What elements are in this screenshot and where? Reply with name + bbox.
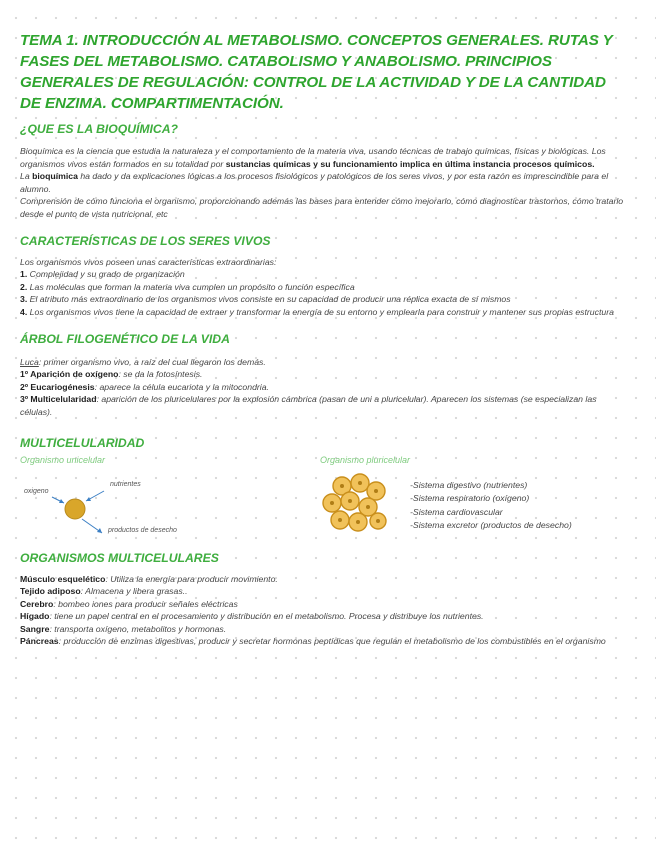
item-label: Hígado <box>20 611 50 622</box>
list-item <box>20 393 630 418</box>
system-item: -Sistema digestivo (nutrientes) <box>410 479 528 490</box>
item-text: : producción de enzimas digestivas, producir y secretar hormonas peptídicas que regulan el metabolismo de los combustibles en el organismo <box>58 636 606 647</box>
section-heading-caracteristicas: CARACTERÍSTICAS DE LOS SERES VIVOS <box>20 233 271 248</box>
item-number: 2. <box>20 281 28 292</box>
section-heading-organismos: ORGANISMOS MULTICELULARES <box>20 550 219 565</box>
system-item: -Sistema excretor (productos de desecho) <box>410 520 572 530</box>
list-item <box>20 635 630 648</box>
text: Bioquímica es la ciencia que estudia la naturaleza y el comportamiento de la materia viva, usando técnicas de trabajo químicas, físicas y biológicas. Los organismos vivos están formados en su totalidad por <box>20 146 606 169</box>
section-heading-multicelularidad: MULTICELULARIDAD <box>20 435 145 450</box>
caracteristicas-list <box>20 256 630 319</box>
luca-label: Luca <box>20 356 39 367</box>
item-number: 1. <box>20 269 28 280</box>
list-item <box>20 281 630 294</box>
nucleus <box>356 520 360 524</box>
nucleus <box>330 501 334 505</box>
systems-list <box>410 479 572 533</box>
nucleus <box>348 499 352 503</box>
nutrients-label: nutrientes <box>110 480 141 488</box>
waste-label: productos de desecho <box>108 526 177 534</box>
item-label: Músculo esquelético <box>20 573 106 584</box>
pluricellular-diagram <box>318 471 398 535</box>
item-label: Sangre <box>20 623 50 634</box>
item-text: Los organismos vivos tiene la capacidad de extraer y transformar la energía de su entorno y emplearla para construir y mantener sus propias estructura <box>27 306 614 317</box>
oxygen-label: oxigeno <box>24 487 49 495</box>
system-item: -Sistema respiratorio (oxígeno) <box>410 493 530 503</box>
document-page <box>20 30 630 648</box>
text: : primer organismo vivo, a raíz del cual llegaron los demás. <box>38 356 266 367</box>
section-heading-arbol: ÁRBOL FILOGENÉTICO DE LA VIDA <box>20 331 230 346</box>
item-text: : Utiliza la energía para producir movimiento. <box>105 573 278 584</box>
paragraph <box>20 170 630 195</box>
pluricellular-title: Organismo pluricelular <box>320 454 411 465</box>
item-text: Complejidad y su grado de organización <box>27 269 185 280</box>
item-label: 1º Aparición de oxígeno <box>20 369 119 380</box>
nucleus <box>374 489 378 493</box>
item-number: 4. <box>20 306 28 317</box>
arbol-text <box>20 356 630 419</box>
list-item <box>20 610 630 623</box>
section-heading-bioquimica: ¿QUE ES LA BIOQUÍMICA? <box>20 122 178 136</box>
item-text: : tiene un papel central en el procesamiento y distribución en el metabolismo. Procesa y distribuye los nutrientes. <box>49 611 484 622</box>
emphasis: bioquímica <box>32 171 78 182</box>
list-item <box>20 268 630 281</box>
emphasis: sustancias químicas y su funcionamiento implica en última instancia procesos químicos. <box>225 158 595 169</box>
list-item <box>20 623 630 636</box>
list-item <box>20 598 630 611</box>
bioquimica-text <box>20 145 630 221</box>
paragraph <box>20 356 630 369</box>
text: La <box>20 171 33 182</box>
unicellular-cell <box>65 499 85 519</box>
organismos-list <box>20 573 630 649</box>
list-item <box>20 306 630 319</box>
item-text: : aparición de los pluricelulares por la explosión cámbrica (pasan de uni a pluricelular). Aparecen los sistemas (se especializan las células). <box>20 394 597 417</box>
list-item <box>20 293 630 306</box>
list-item <box>20 585 630 598</box>
multicelularidad-figure <box>20 455 630 547</box>
nucleus <box>366 505 370 509</box>
paragraph <box>20 145 630 170</box>
item-text: Las moléculas que forman la materia viva cumplen un propósito o función específica <box>27 281 355 292</box>
item-text: : bombeo iones para producir señales eléctricas <box>53 598 238 609</box>
item-text: : Almacena y libera grasas.. <box>80 586 188 597</box>
nucleus <box>338 518 342 522</box>
paragraph: Comprensión de cómo funciona el organismo, proporcionando además las bases para entender cómo mejorarlo, cómo diagnosticar trastornos, cómo tratarlo desde el punto de vista nutricional, etc <box>20 196 624 219</box>
list-item <box>20 381 630 394</box>
page-title: TEMA 1. INTRODUCCIÓN AL METABOLISMO. CONCEPTOS GENERALES. RUTAS Y FASES DEL METABOLISMO. CATABOLISMO Y ANABOLISMO. PRINCIPIOS GENERALES DE REGULACIÓN: CONTROL DE LA ACTIVIDAD Y DE LA CANTIDAD DE ENZIMA. COMPARTIMENTACIÓN. <box>20 32 613 112</box>
item-label: 2º Eucariogénesis <box>20 381 95 392</box>
list-item <box>20 573 630 586</box>
system-item: -Sistema cardiovascular <box>410 506 503 517</box>
nucleus <box>340 484 344 488</box>
item-label: Páncreas <box>20 636 59 647</box>
item-text: : aparece la célula eucariota y la mitocondria. <box>94 381 269 392</box>
item-text: : transporta oxígeno, metabolitos y hormonas. <box>49 623 227 634</box>
nucleus <box>376 519 380 523</box>
item-label: Tejido adiposo <box>20 586 81 597</box>
list-item <box>20 368 630 381</box>
text: ha dado y da explicaciones lógicas a los procesos fisiológicos y patológicos de los seres vivos, y por esta razón es imprescindible para el alumno. <box>20 171 609 194</box>
item-number: 3. <box>20 294 28 305</box>
item-label: 3º Multicelularidad <box>20 394 97 405</box>
item-label: Cerebro <box>20 598 54 609</box>
list-intro: Los organismos vivos poseen unas características extraordinarias: <box>20 256 277 267</box>
item-text: El atributo más extraordinario de los organismos vivos consiste en su capacidad de producir una réplica exacta de sí mismos <box>27 294 511 305</box>
unicellular-title: Organismo unicelular <box>20 454 106 465</box>
item-text: : se da la fotosíntesis. <box>118 369 203 380</box>
nucleus <box>358 481 362 485</box>
